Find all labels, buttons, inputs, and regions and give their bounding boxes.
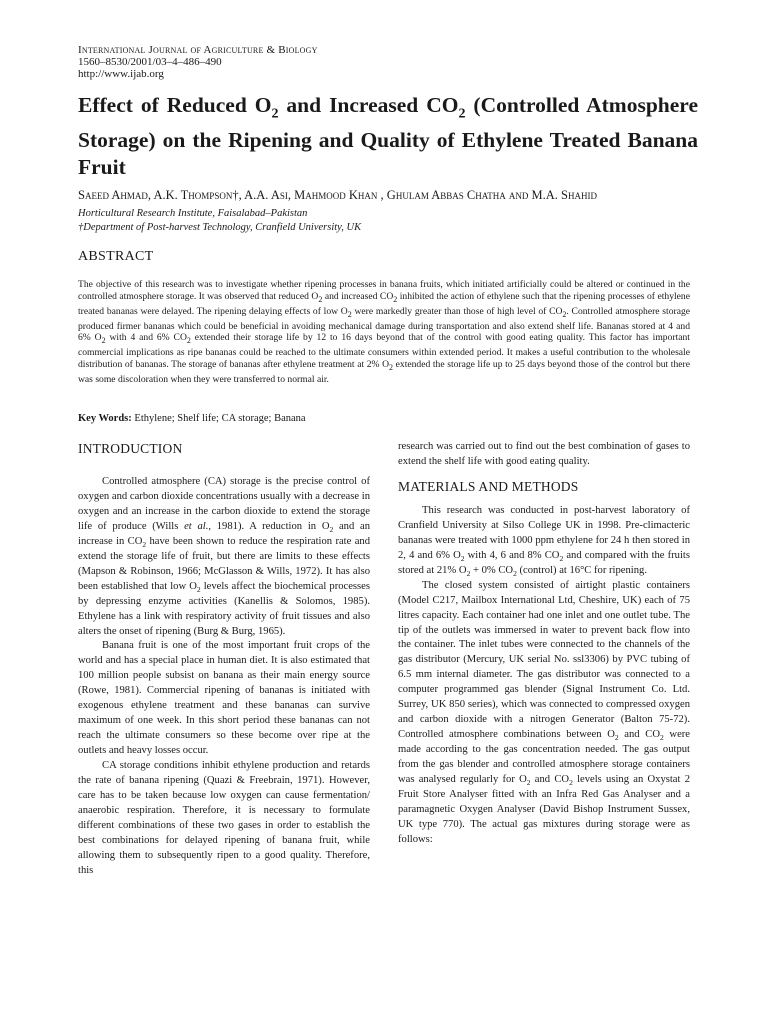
introduction-heading: INTRODUCTION [78,441,183,456]
paper-title: Effect of Reduced $O_2$ and Increased $CO_2$ (Controlled Atmosphere Storage) on the Ripening and Quality of Ethylene Treated Banana Fruit [78,93,698,180]
author-list: Saeed Ahmad, A.K. Thompson†, A.A. Asi, Mahmood Khan , Ghulam Abbas Chatha and M.A. Shahid [78,188,597,202]
keywords-label: Key Words: [78,413,132,424]
abstract-text: The objective of this research was to investigate whether ripening processes in banana fruits, which initiated artificially could be altered or continued in the controlled atmosphere storage. It was observed that reduced $O_2$ and increased $CO_2$ inhibited the action of ethylene such that the ripening processes of ethylene treated bananas were delayed. The ripening delaying effects of low $O_2$ were markedly greater than those of high level of $CO_2$. Controlled atmosphere storage produced firmer bananas which could be beneficial in avoiding mechanical damage during transportation and also extend shelf life. Bananas stored at 4 and 6% $O_2$ with 4 and 6% $CO_2$ extended their storage life by 12 to 16 days beyond that of the control with good eating quality. This factor has important commercial implications as ripe bananas could be reached to the ultimate consumers within extended period. It makes a useful contribution to the wholesale distribution of bananas. The storage of bananas after ethylene treatment at 2% $O_2$ extended the storage life up to 25 days beyond those of the control but there was some discoloration when they were transferred to normal air. [78,279,691,385]
journal-name: International Journal of Agriculture & Biology [78,44,318,56]
affiliation-2: †Department of Post-harvest Technology, Cranfield University, UK [78,222,362,233]
journal-url: http://www.ijab.org [78,68,164,80]
right-column [398,440,690,848]
methods-heading: MATERIALS AND METHODS [398,478,579,494]
affiliation-1: Horticultural Research Institute, Faisalabad–Pakistan [78,208,308,219]
methods-paragraph-2: The closed system consisted of airtight plastic containers (Model C217, Mailbox International Ltd, Cheshire, UK) each of 75 litres capacity. Each container had one inlet and one outlet tube. The tip of the outlets was immersed in water to prevent back flow into the container. The inlet tubes were connected to the channels of the gas distributor (Mercury, UK serial No. ssl3306) by PVC tubing of 6.5 mm internal diameter. The gas distributor was connected to a computer programmed gas blender (Signal Instrument Co. Ltd. Surrey, UK 850 series), which was connected to compressed oxygen and carbon dioxide with a nitrogen Generator (Balton 75-72). Controlled atmosphere combinations between $O_2$ and $CO_2$ were made according to the gas concentration needed. The gas output from the gas blender and controlled atmosphere storage containers was analysed regularly for $O_2$ and $CO_2$ levels using an Oxystat 2 Fruit Store Analyser fitted with an Infra Red Gas Analyser and a paramagnetic Oxygen Analyser (David Bishop Instrument Sussex, UK type 770). The actual gas mixtures during storage were as follows: [398,579,691,845]
intro-paragraph-2: Banana fruit is one of the most important fruit crops of the world and has a special place in human diet. It is also estimated that 100 million people subsist on banana as their main energy source (Rowe, 1981). Commercial ripening of bananas is initiated with exogenous ethylene treatment and these bananas can survive maximum of one week. In this short period these bananas can not reach the ultimate consumers so these become over ripe at the outlets and heavy losses occur. [78,640,370,757]
left-column [78,440,370,879]
keywords-text: Ethylene; Shelf life; CA storage; Banana [131,413,306,424]
issn-line: 1560–8530/2001/03–4–486–490 [78,56,222,68]
intro-paragraph-3: CA storage conditions inhibit ethylene production and retards the rate of banana ripening (Quazi & Freebrain, 1971). However, care has to be taken because low oxygen can cause fermentation/ anaerobic respiration. Therefore, it is necessary to formulate different combinations of these two gases in order to establish the best combinations for delayed ripening of banana fruit, while allowing them to subsequently ripen to a good quality. Therefore, this [78,760,370,876]
intro-paragraph-1: Controlled atmosphere (CA) storage is the precise control of oxygen and carbon dioxide concentrations usually with a decrease in oxygen and an increase in the carbon dioxide to extend the storage life of produce (Wills et al., 1981). A reduction in $O_2$ and an increase in $CO_2$ have been shown to reduce the respiration rate and extend the storage life of fruit, but there are limits to these effects (Mapson & Robinson, 1966; McGlasson & Wills, 1972). It has also been established that low $O_2$ levels affect the biochemical processes by depressing enzyme activities (Kanellis & Solomos, 1985). Ethylene has a link with respiratory activity of fruit tissues and also alters the onset of ripening (Burg & Burg, 1965). [78,476,371,637]
keywords [78,413,690,424]
journal-header [78,44,698,80]
methods-paragraph-1: This research was conducted in post-harvest laboratory of Cranfield University at Silso College UK in 1998. Pre-climacteric bananas were treated with 1000 ppm ethylene for 24 h then stored in 2, 4 and 6% $O_2$ with 4, 6 and 8% $CO_2$ and compared with the fruits stored at 21% $O_2 + 0\%$ $CO_2$ (control) at 16°C for ripening. [398,504,690,578]
intro-paragraph-3-continued: research was carried out to find out the best combination of gases to extend the shelf life with good eating quality. [398,441,690,467]
abstract-heading: ABSTRACT [78,249,154,264]
